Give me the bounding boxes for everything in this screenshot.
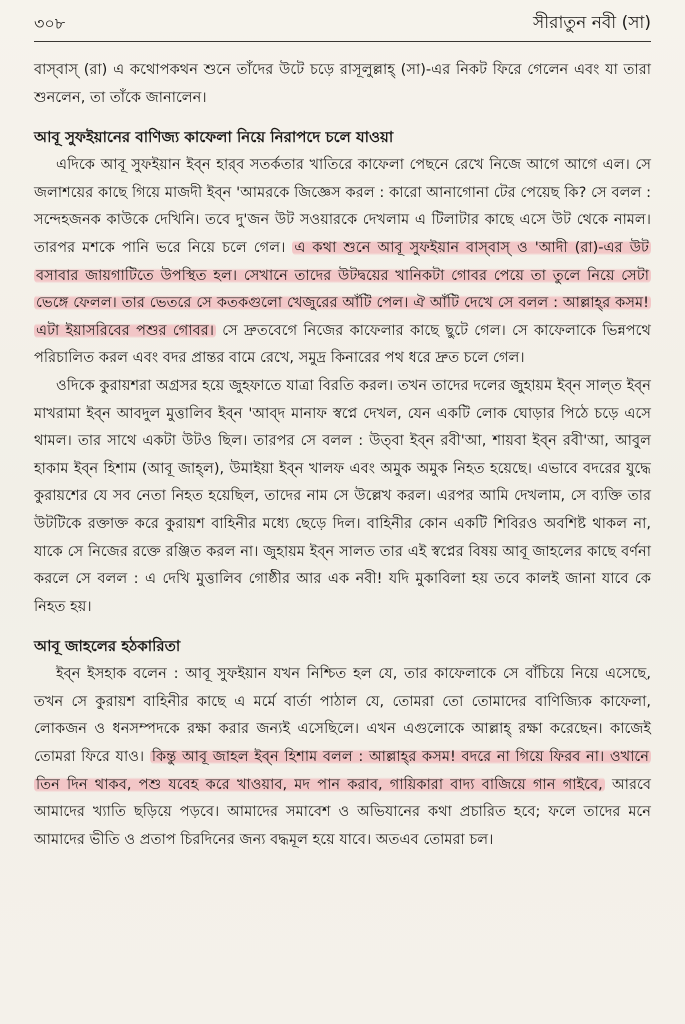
page-body xyxy=(34,56,651,853)
paragraph-2 xyxy=(34,151,651,372)
highlighted-passage-2: কিন্তু আবূ জাহল ইব্‌ন হিশাম বলল : আল্লাহ্‌র কসম! বদরে না গিয়ে ফিরব না। ওখানে তিন দিন থাকব, পশু যবেহ করে খাওয়াব, মদ পান করাব, গায়িকারা বাদ্য বাজিয়ে গান গাইবে, xyxy=(36,748,650,793)
paragraph-4-text-b: আরবে আমাদের খ্যাতি ছড়িয়ে পড়বে। আমাদের সমাবেশ ও অভিযানের কথা প্রচারিত হবে; ফলে তাদের মনে আমাদের ভীতি ও প্রতাপ চিরদিনের জন্য বদ্ধমূল হয়ে যাবে। অতএব তোমরা চল। xyxy=(34,775,651,848)
paragraph-2-text-b: সে দ্রুতবেগে নিজের কাফেলার কাছে ছুটে গেল। সে কাফেলাকে ভিন্নপথে পরিচালিত করল এবং বদর প্রান্তর বামে রেখে, সমুদ্র কিনারের পথ ধরে দ্রুত চলে গেল। xyxy=(34,321,651,367)
paragraph-1: বাস্‌বাস্‌ (রা) এ কথোপকথন শুনে তাঁদের উটে চড়ে রাসূলুল্লাহ্‌ (সা)-এর নিকট ফিরে গেলেন এবং যা তারা শুনলেন, তা তাঁকে জানালেন। xyxy=(34,61,651,106)
running-header xyxy=(34,14,651,42)
highlighted-passage-1: এ কথা শুনে আবূ সুফইয়ান বাস্‌বাস্‌ ও 'আদী (রা)-এর উট বসাবার জায়গাটিতে উপস্থিত হল। সেখানে তাদের উটদ্বয়ের খানিকটা গোবর পেয়ে তা তুলে নিয়ে সেটা ভেঙ্গে ফেলল। তার ভেতরে সে কতকগুলো খেজুরের আঁটি পেল। ঐ আঁটি দেখে সে বলল : আল্লাহ্‌র কসম! এটা ইয়াসরিবের পশুর গোবর। xyxy=(36,238,650,339)
paragraph-4 xyxy=(34,660,651,853)
paragraph-4-text-a: ইব্‌ন ইসহাক বলেন : আবূ সুফইয়ান যখন নিশ্চিত হল যে, তার কাফেলাকে সে বাঁচিয়ে নিয়ে এসেছে, তখন সে কুরায়শ বাহিনীর কাছে এ মর্মে বার্তা পাঠাল যে, তোমরা তো তোমাদের বাণিজ্যিক কাফেলা, লোকজন ও ধনসম্পদকে রক্ষা করার জন্যই এসেছিলে। এখন এগুলোকে আল্লাহ্‌ রক্ষা করেছেন। কাজেই তোমরা ফিরে যাও। xyxy=(34,665,651,766)
paragraph-3: ওদিকে কুরায়শরা অগ্রসর হয়ে জুহফাতে যাত্রা বিরতি করল। তখন তাদের দলের জুহায়ম ইব্‌ন সাল্‌ত ইব্‌ন মাখরামা ইব্‌ন আবদুল মুত্তালিব ইব্‌ন 'আব্‌দ মানাফ স্বপ্নে দেখল, যেন একটি লোক ঘোড়ার পিঠে চড়ে এসে থামল। তার সাথে একটা উটও ছিল। তারপর সে বলল : উত্‌বা ইব্‌ন রবী'আ, শায়বা ইব্‌ন রবী'আ, আবুল হাকাম ইব্‌ন হিশাম (আবূ জাহ্‌ল), উমাইয়া ইব্‌ন খালফ এবং অমুক অমুক নিহত হয়েছে। এভাবে বদরের যুদ্ধে কুরায়শের যে সব নেতা নিহত হয়েছিল, তাদের নাম সে উল্লেখ করল। এরপর আমি দেখলাম, সে ব্যক্তি তার উটটিকে রক্তাক্ত করে কুরায়শ বাহিনীর মধ্যে ছেড়ে দিল। বাহিনীর কোন একটি শিবিরও অবশিষ্ট থাকল না, যাকে সে নিজের রক্তে রঞ্জিত করল না। জুহায়ম ইব্‌ন সালত তার এই স্বপ্নের বিষয় আবূ জাহলের কাছে বর্ণনা করলে সে বলল : এ দেখি মুত্তালিব গোষ্ঠীর আর এক নবী! যদি মুকাবিলা হয় তবে কালই জানা যাবে কে নিহত হয়। xyxy=(34,376,651,615)
paragraph-2-text-a: এদিকে আবূ সুফইয়ান ইব্‌ন হার্‌ব সতর্কতার খাতিরে কাফেলা পেছনে রেখে নিজে আগে আগে এল। সে জলাশয়ের কাছে গিয়ে মাজদী ইব্‌ন 'আমরকে জিজ্ঞেস করল : কারো আনাগোনা টের পেয়েছ কি? সে বলল : সন্দেহজনক কাউকে দেখিনি। তবে দু'জন উট সওয়ারকে দেখলাম এ টিলাটার কাছে এসে উট থেকে নামল। তারপর মশকে পানি ভরে নিয়ে চলে গেল। xyxy=(34,156,651,256)
section-heading-2: আবূ জাহলের হঠকারিতা xyxy=(34,637,181,656)
section-heading-1: আবূ সুফইয়ানের বাণিজ্য কাফেলা নিয়ে নিরাপদে চলে যাওয়া xyxy=(34,128,394,147)
page-number: ৩০৮ xyxy=(34,14,66,33)
book-title: সীরাতুন নবী (সা) xyxy=(533,13,651,33)
